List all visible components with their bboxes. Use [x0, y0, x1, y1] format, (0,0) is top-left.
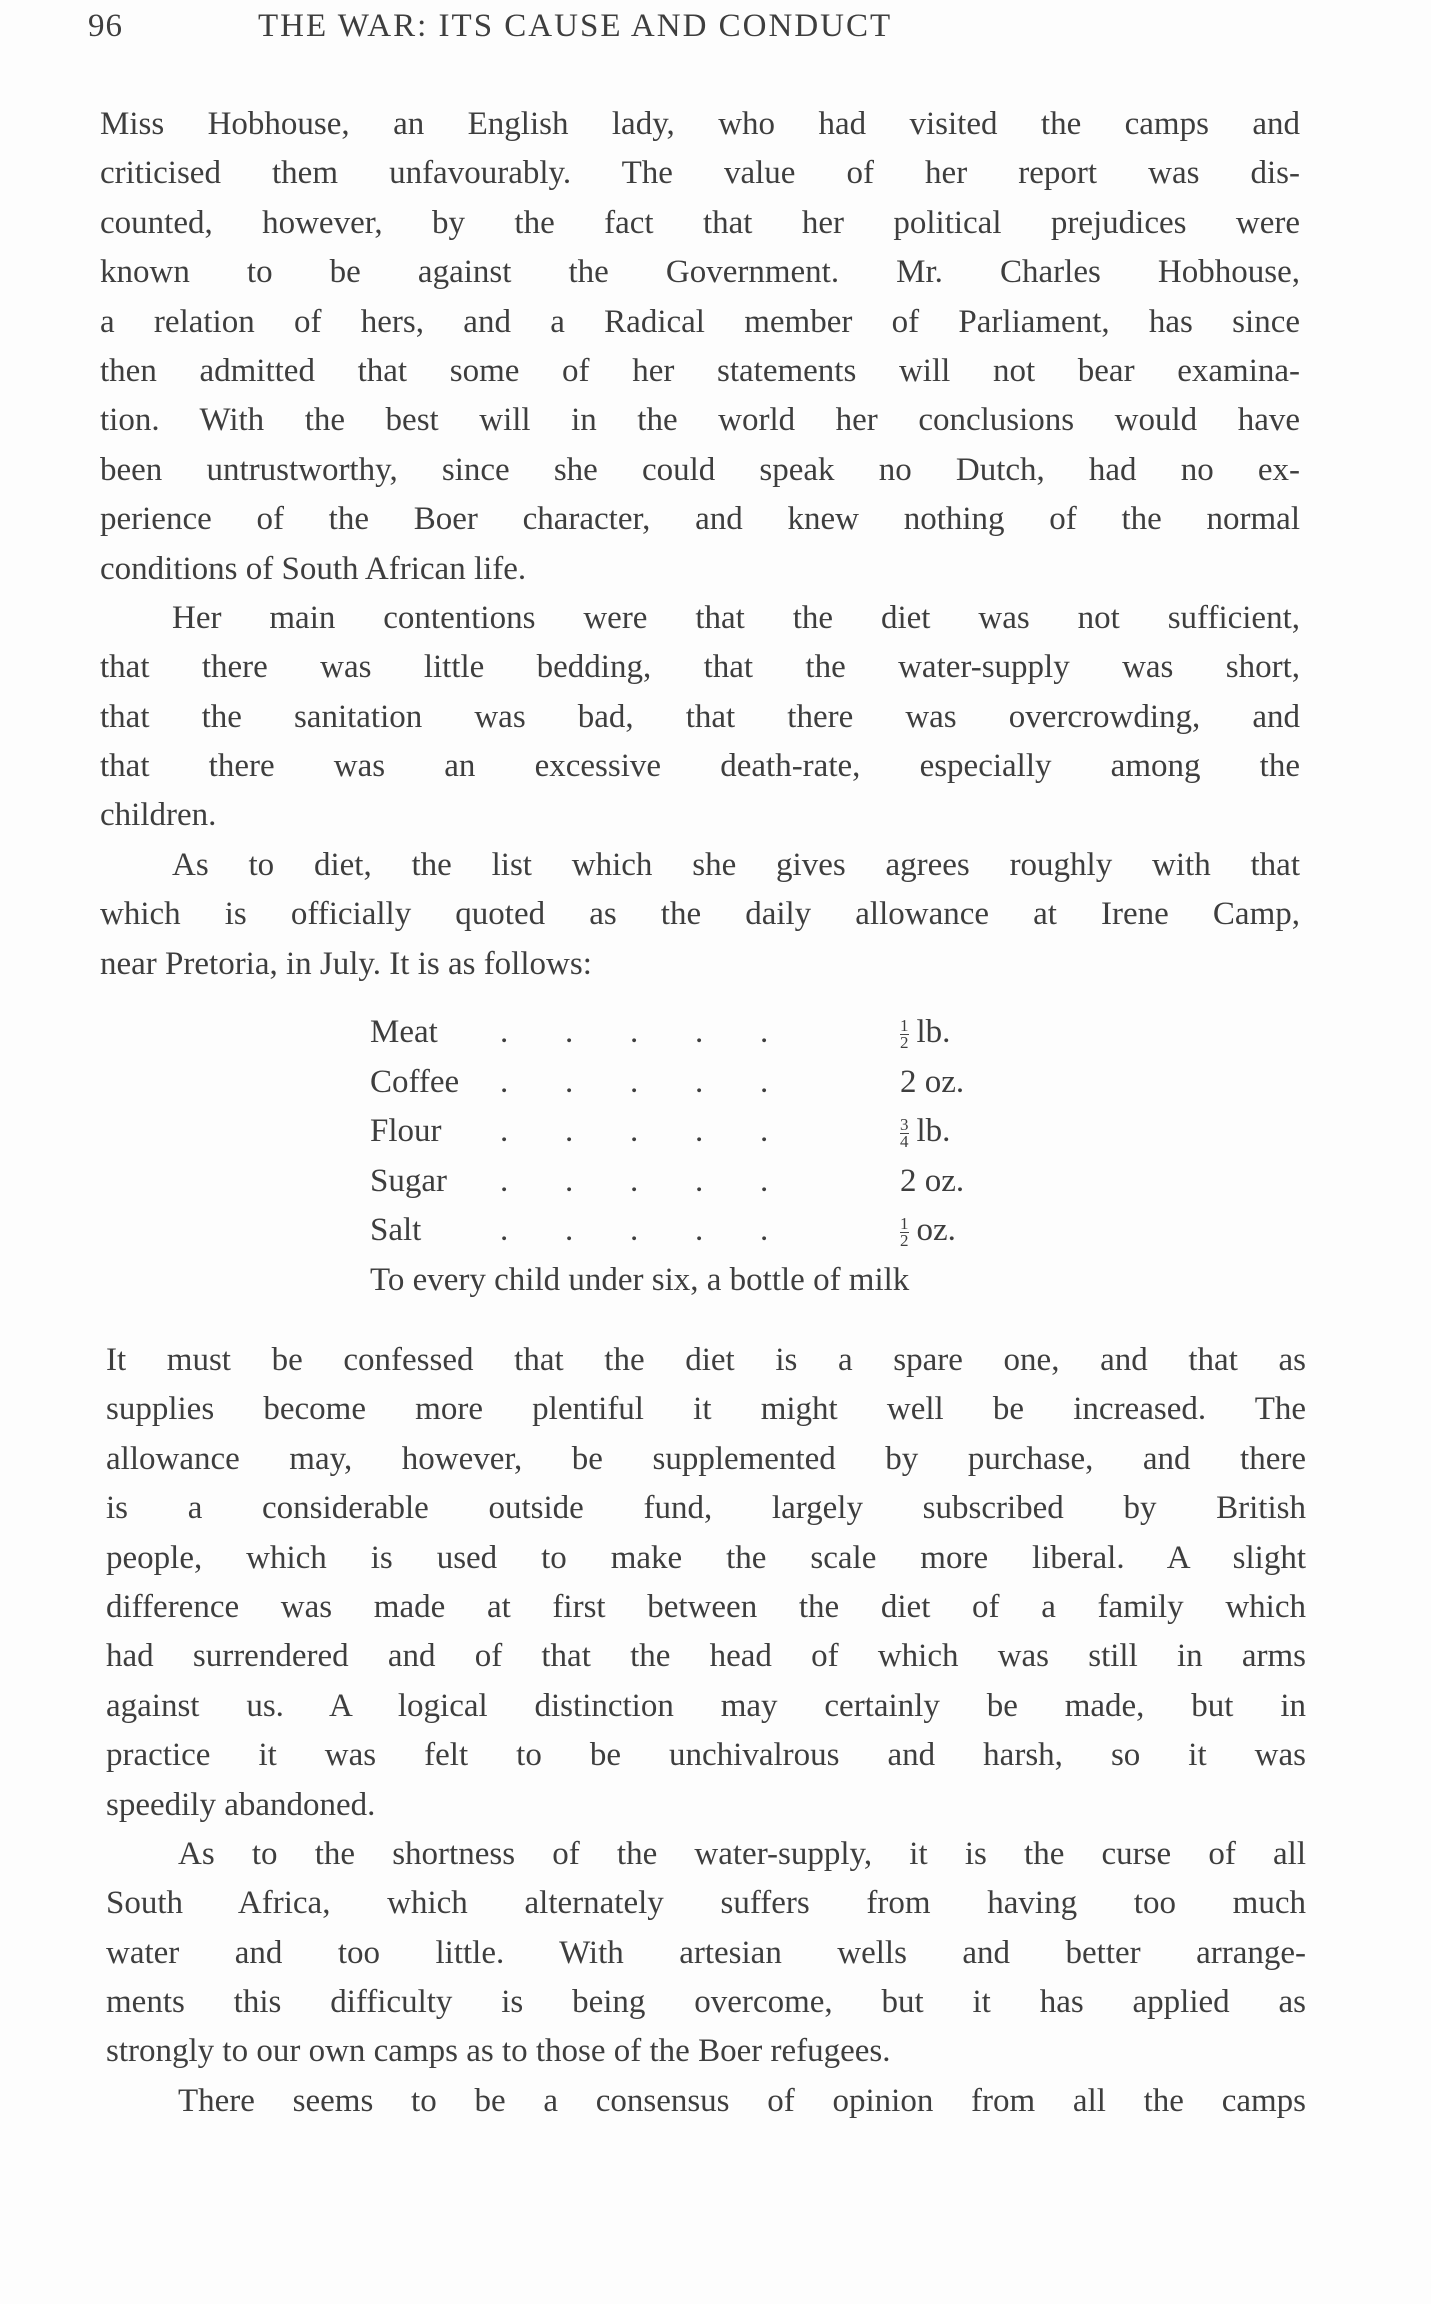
fraction-numerator: 1 — [900, 1214, 909, 1234]
allowance-row — [370, 1157, 1050, 1207]
leader-dots: . . . . . — [500, 1162, 769, 1199]
text-line: that the sanitation was bad, that there was overcrowding, and — [100, 698, 1300, 735]
text-line: against us. A logical distinction may certainly be made, but in — [106, 1687, 1306, 1724]
leader-dots: . . . . . — [500, 1014, 769, 1050]
text-line: is a considerable outside fund, largely subscribed by British — [106, 1490, 1306, 1527]
text-line: counted, however, by the fact that her political prejudices were — [100, 204, 1300, 241]
allowance-amount — [900, 1008, 950, 1058]
text-line: There seems to be a consensus of opinion from all the camps — [178, 2082, 1306, 2119]
text-line: children. — [100, 797, 217, 834]
amount-unit: oz. — [924, 1063, 965, 1100]
allowance-amount — [900, 1058, 964, 1108]
leader-dots: . . . . . — [500, 1113, 769, 1150]
text-line: It must be confessed that the diet is a spare one, and that as — [106, 1342, 1306, 1378]
fraction-denominator: 2 — [900, 1231, 909, 1251]
text-line: a relation of hers, and a Radical member of Parliament, has since — [100, 303, 1300, 340]
leader-dots: . . . . . — [500, 1063, 769, 1100]
text-line: As to the shortness of the water-supply, it is the curse of all — [178, 1835, 1306, 1872]
text-line: criticised them unfavourably. The value of her report was dis- — [100, 155, 1300, 192]
text-line: tion. With the best will in the world her conclusions would have — [100, 402, 1300, 439]
text-line: South Africa, which alternately suffers from having too much — [106, 1885, 1306, 1922]
allowance-row — [370, 1008, 1050, 1058]
amount-whole: 2 — [900, 1162, 917, 1199]
amount-unit: oz. — [916, 1212, 956, 1249]
amount-unit: oz. — [924, 1162, 965, 1199]
allowance-item: Meat — [370, 1014, 438, 1050]
page-number: 96 — [88, 8, 123, 44]
allowance-note: To every child under six, a bottle of milk — [370, 1261, 910, 1298]
text-line: As to diet, the list which she gives agrees roughly with that — [172, 846, 1300, 883]
fraction-denominator: 4 — [900, 1132, 909, 1152]
allowance-item: Sugar — [370, 1162, 447, 1199]
text-line: speedily abandoned. — [106, 1786, 376, 1823]
running-title: THE WAR: ITS CAUSE AND CONDUCT — [258, 8, 893, 44]
text-line: been untrustworthy, since she could speak no Dutch, had no ex- — [100, 451, 1300, 488]
body-text-bottom — [106, 1336, 1306, 2126]
text-line: had surrendered and of that the head of which was still in arms — [106, 1638, 1306, 1675]
allowance-amount — [900, 1206, 956, 1256]
fraction — [900, 1117, 909, 1150]
text-line: known to be against the Government. Mr. Charles Hobhouse, — [100, 254, 1300, 291]
amount-unit: lb. — [916, 1014, 951, 1050]
allowance-amount — [900, 1107, 950, 1157]
body-text-top — [100, 100, 1300, 989]
allowance-row — [370, 1058, 1050, 1108]
fraction — [900, 1015, 909, 1052]
fraction-numerator: 3 — [900, 1115, 909, 1135]
allowance-row — [370, 1107, 1050, 1157]
text-line: perience of the Boer character, and knew nothing of the normal — [100, 501, 1300, 538]
text-line: ments this difficulty is being overcome, but it has applied as — [106, 1984, 1306, 2021]
text-line: water and too little. With artesian wells and better arrange- — [106, 1934, 1306, 1971]
text-line: Her main contentions were that the diet was not sufficient, — [172, 599, 1300, 636]
fraction — [900, 1216, 909, 1249]
allowance-item: Flour — [370, 1113, 442, 1150]
text-line: difference was made at first between the diet of a family which — [106, 1588, 1306, 1625]
text-line: that there was an excessive death-rate, especially among the — [100, 748, 1300, 785]
fraction-numerator: 1 — [900, 1015, 909, 1035]
text-line: practice it was felt to be unchivalrous and harsh, so it was — [106, 1737, 1306, 1774]
running-header — [88, 8, 1128, 58]
text-line: which is officially quoted as the daily allowance at Irene Camp, — [100, 896, 1300, 933]
text-line: that there was little bedding, that the water-supply was short, — [100, 649, 1300, 686]
text-line: then admitted that some of her statements will not bear examina- — [100, 352, 1300, 389]
leader-dots: . . . . . — [500, 1212, 769, 1249]
text-line: people, which is used to make the scale more liberal. A slight — [106, 1539, 1306, 1576]
amount-whole: 2 — [900, 1063, 917, 1100]
allowance-amount — [900, 1157, 964, 1207]
fraction-denominator: 2 — [900, 1032, 909, 1052]
allowance-item: Salt — [370, 1212, 422, 1249]
text-line: near Pretoria, in July. It is as follows: — [100, 945, 592, 982]
text-line: strongly to our own camps as to those of the Boer refugees. — [106, 2033, 891, 2070]
text-line: Miss Hobhouse, an English lady, who had visited the camps and — [100, 106, 1300, 142]
text-line: conditions of South African life. — [100, 550, 527, 587]
amount-unit: lb. — [916, 1113, 951, 1150]
allowance-item: Coffee — [370, 1063, 460, 1100]
daily-allowance-list — [370, 1008, 1050, 1306]
text-line: supplies become more plentiful it might well be increased. The — [106, 1391, 1306, 1428]
allowance-row — [370, 1206, 1050, 1256]
text-line: allowance may, however, be supplemented by purchase, and there — [106, 1440, 1306, 1477]
